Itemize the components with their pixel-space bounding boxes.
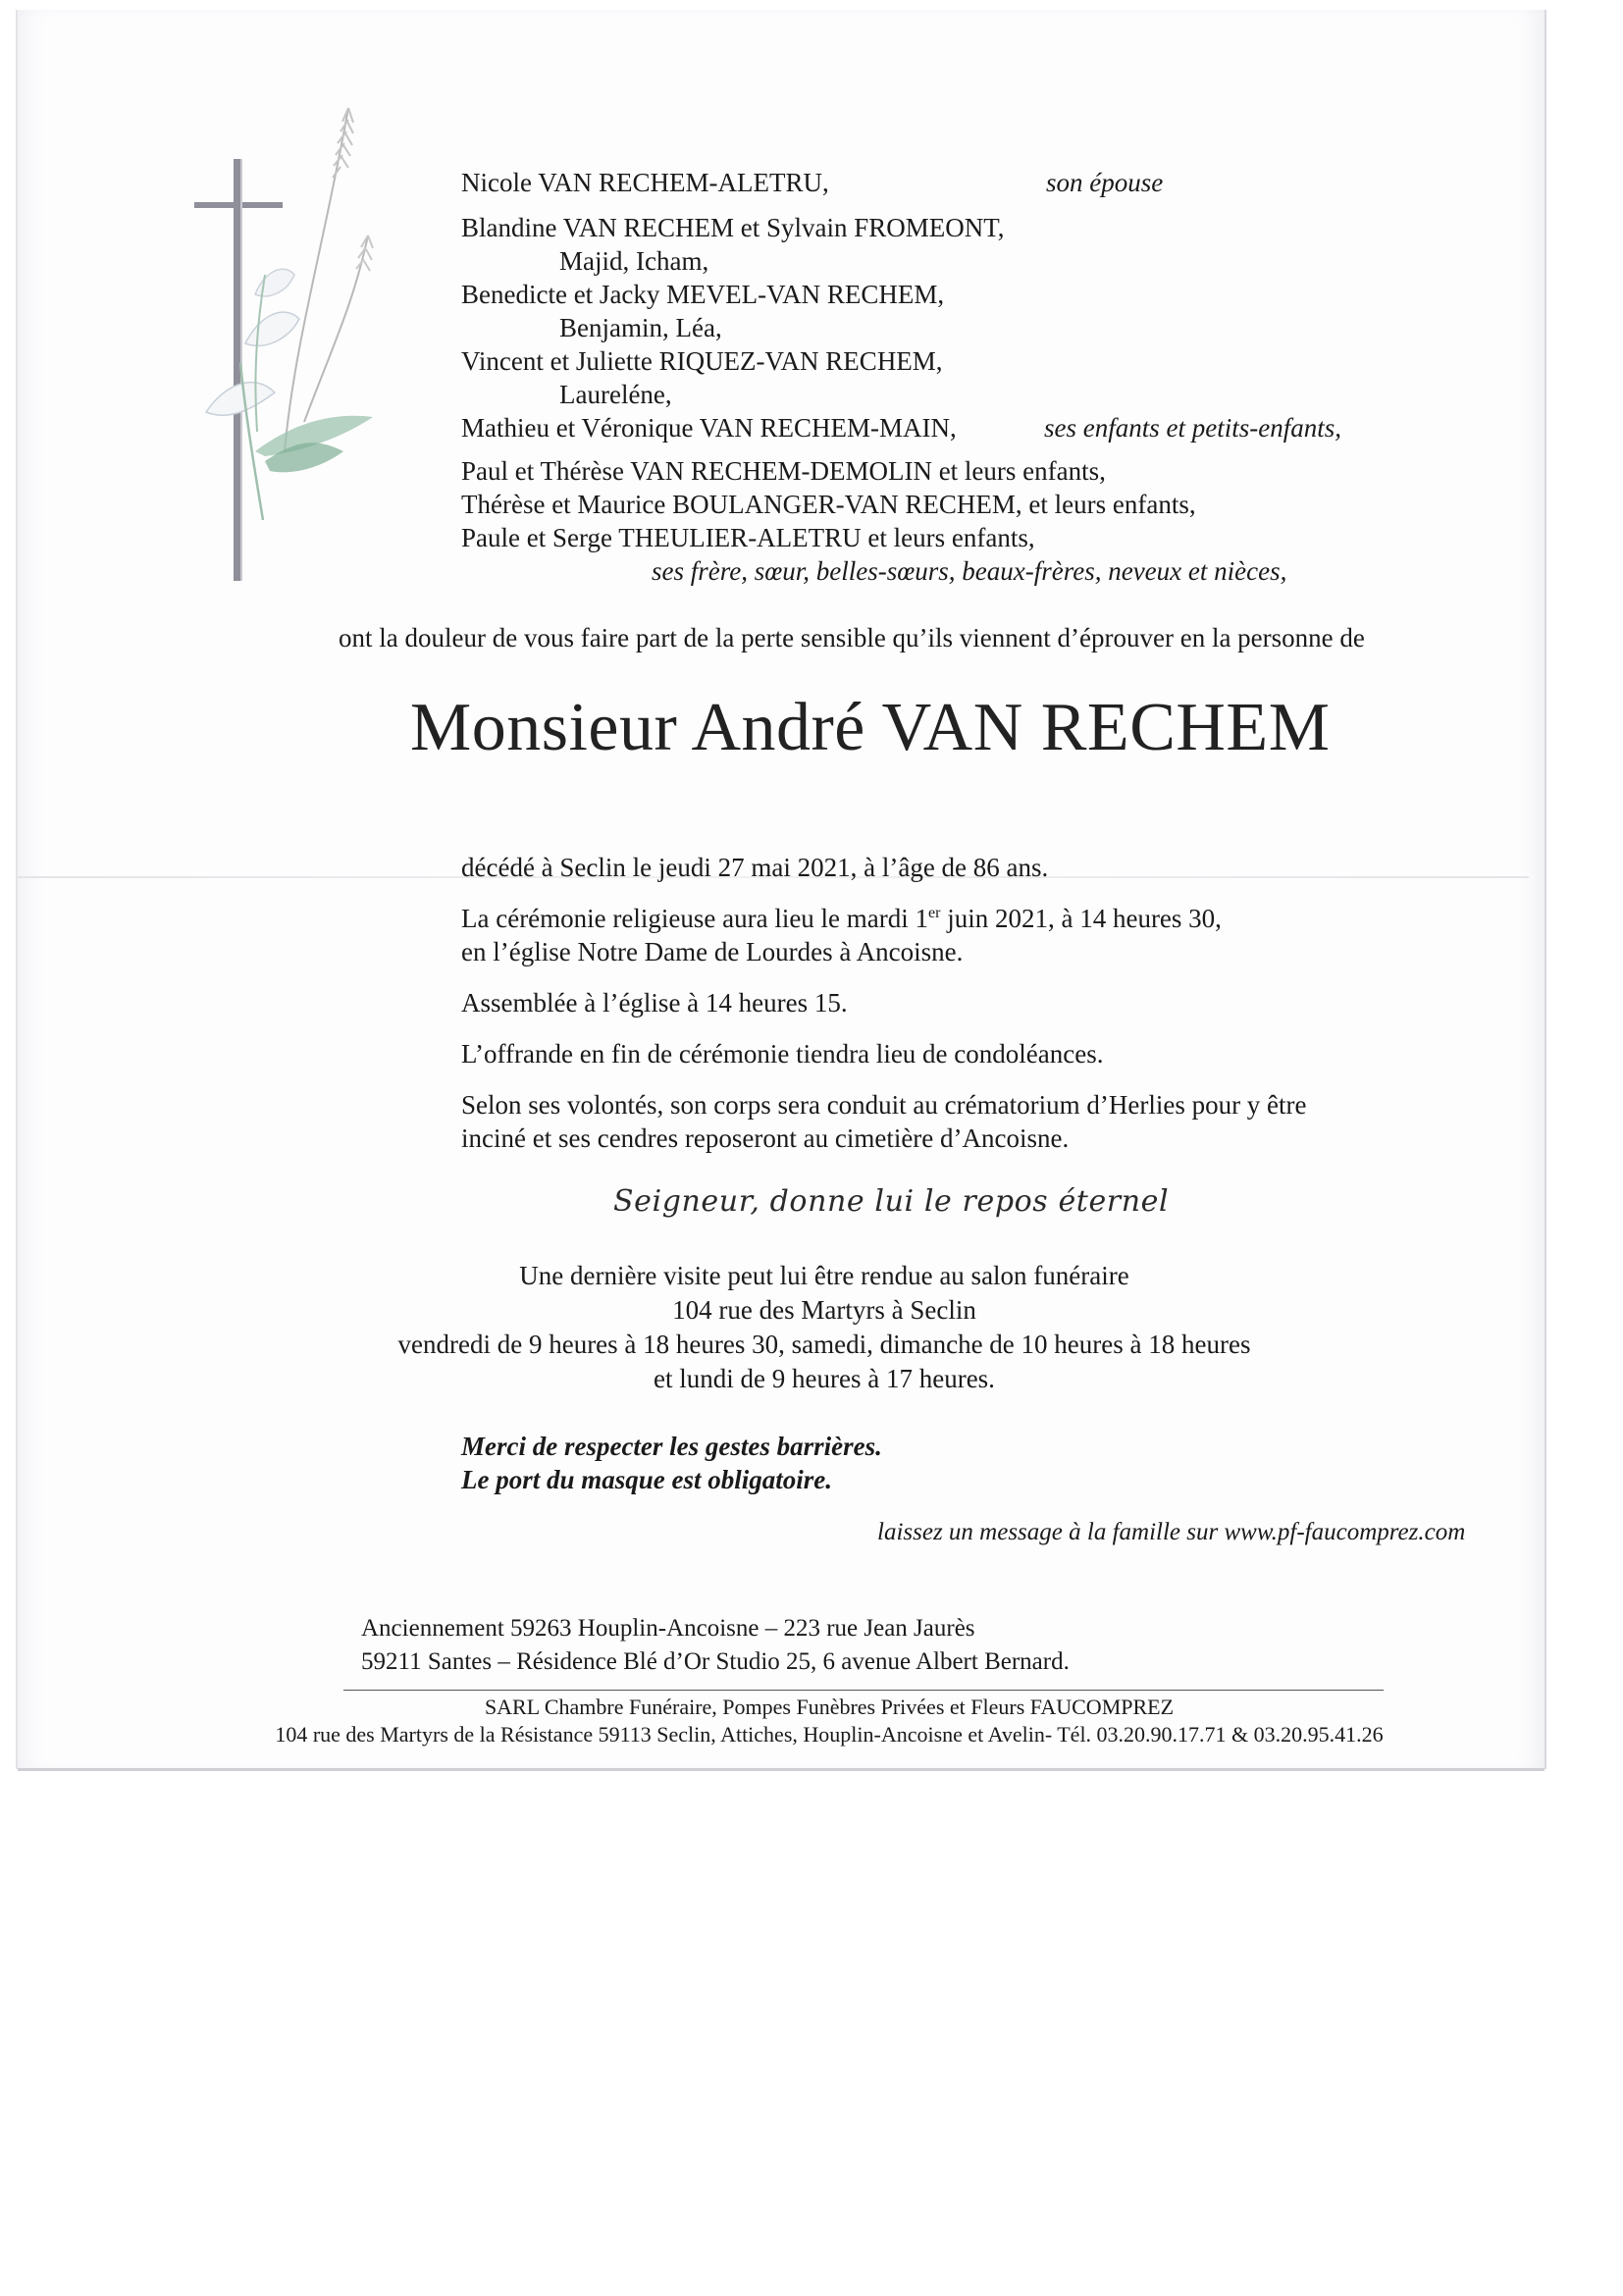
spouse-name: Nicole VAN RECHEM-ALETRU, [461,168,829,197]
siblings-relation: ses frère, sœur, belles-sœurs, beaux-frères, neveux et nièces, [652,556,1287,586]
children-relation: ses enfants et petits-enfants, [1044,413,1341,443]
footer-separator [343,1690,1384,1691]
visit-line: 104 rue des Martyrs à Seclin [672,1295,976,1325]
sibling-line: Paul et Thérèse VAN RECHEM-DEMOLIN et leurs enfants, [461,456,1106,486]
visit-line: vendredi de 9 heures à 18 heures 30, samedi, dimanche de 10 heures à 18 heures [397,1330,1251,1359]
sibling-line: Thérèse et Maurice BOULANGER-VAN RECHEM, et leurs enfants, [461,490,1196,519]
deceased-name: Monsieur André VAN RECHEM [410,690,1331,765]
child-line: Mathieu et Véronique VAN RECHEM-MAIN, [461,413,957,443]
cross-icon [194,159,283,581]
visit-info [393,1259,1256,1396]
child-line: Blandine VAN RECHEM et Sylvain FROMEONT, [461,213,1005,242]
former-address: 59211 Santes – Résidence Blé d’Or Studio 25, 6 avenue Albert Bernard. [361,1648,1070,1675]
visit-line: et lundi de 9 heures à 17 heures. [654,1364,995,1393]
wheat-icon [285,108,373,451]
message-link[interactable]: laissez un message à la famille sur www.pf-faucomprez.com [877,1519,1466,1545]
grandchildren-line: Laureléne, [559,380,672,409]
announcement-text: ont la douleur de vous faire part de la perte sensible qu’ils viennent d’éprouver en la personne de [339,623,1365,652]
child-line: Benedicte et Jacky MEVEL-VAN RECHEM, [461,280,945,309]
visit-line: Une dernière visite peut lui être rendue au salon funéraire [519,1261,1129,1290]
offering-note: L’offrande en fin de cérémonie tiendra lieu de condoléances. [461,1039,1104,1069]
grandchildren-line: Benjamin, Léa, [559,313,722,342]
notice-line: Merci de respecter les gestes barrières. [461,1432,882,1461]
spouse-relation: son épouse [1046,168,1164,197]
ceremony-text: La cérémonie religieuse aura lieu le mardi 1 [461,904,929,933]
wishes-line: inciné et ses cendres reposeront au cimetière d’Ancoisne. [461,1123,1070,1153]
ceremony-line [461,901,1222,936]
ceremony-text-rest: juin 2021, à 14 heures 30, [940,904,1222,933]
sibling-line: Paule et Serge THEULIER-ALETRU et leurs enfants, [461,523,1035,552]
footer-company: SARL Chambre Funéraire, Pompes Funèbres Privées et Fleurs FAUCOMPREZ [484,1695,1175,1719]
grandchildren-line: Majid, Icham, [559,246,709,276]
former-address: Anciennement 59263 Houplin-Ancoisne – 223 rue Jean Jaurès [361,1615,975,1642]
footer-address: 104 rue des Martyrs de la Résistance 59113 Seclin, Attiches, Houplin-Ancoisne et Avelin- Tél. 03.20.90.17.71 & 03.20.95.41.26 [275,1722,1384,1747]
child-line: Vincent et Juliette RIQUEZ-VAN RECHEM, [461,346,943,376]
ordinal-suffix: er [928,905,941,921]
assembly-time: Assemblée à l’église à 14 heures 15. [461,988,848,1018]
notice-line: Le port du masque est obligatoire. [461,1465,832,1494]
ceremony-place: en l’église Notre Dame de Lourdes à Ancoisne. [461,937,964,966]
motto-script: Seigneur, donne lui le repos éternel [613,1184,1170,1219]
cross-lily-decoration [147,98,422,608]
wishes-line: Selon ses volontés, son corps sera conduit au crématorium d’Herlies pour y être [461,1090,1307,1120]
sheet-edge [18,1768,1544,1771]
death-details: décédé à Seclin le jeudi 27 mai 2021, à l’âge de 86 ans. [461,853,1049,882]
